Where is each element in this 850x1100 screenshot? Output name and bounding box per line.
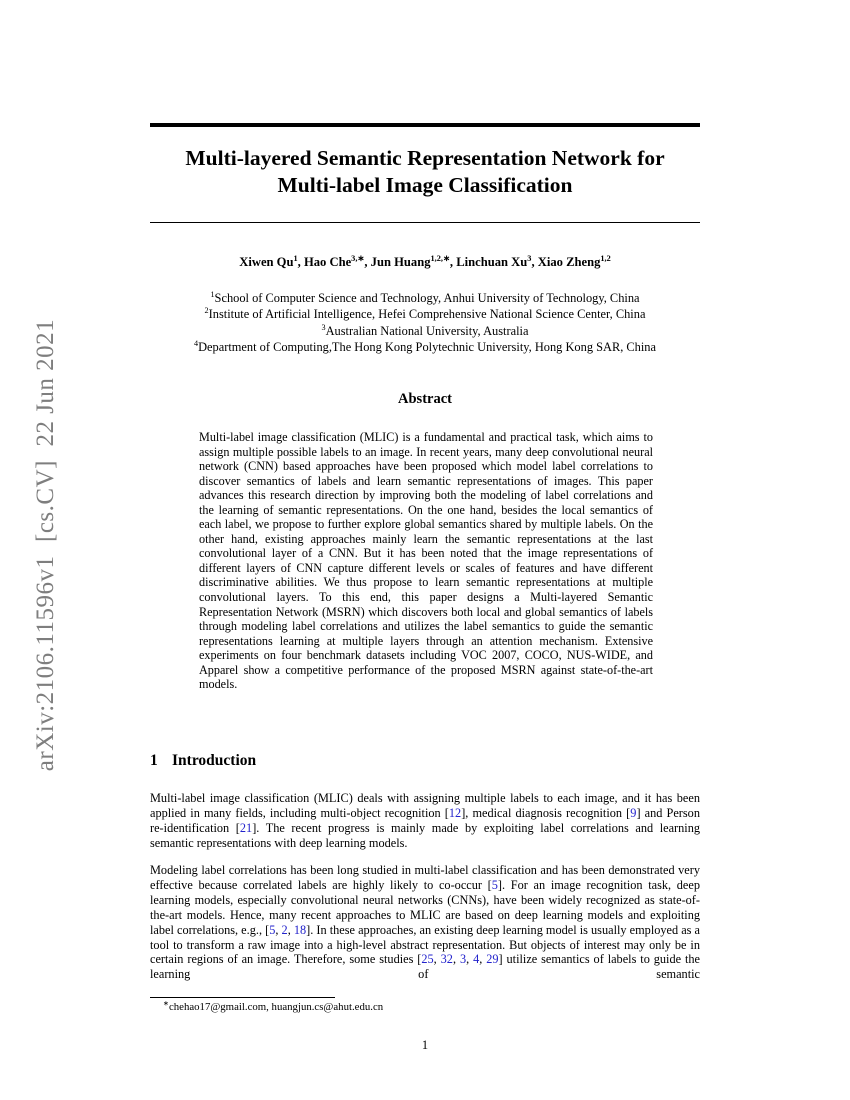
citation-link[interactable]: 18	[293, 922, 307, 937]
abstract-text: Multi-label image classification (MLIC) is a fundamental and practical task, which aims to assign multiple possible labels to an image. In recent years, many deep convolutional neural network (CNN) based approaches have been proposed which model label correlations to discover semantics of labels and learn semantic representations of images. This paper advances this research direction by improving both the modeling of label correlations and the learning of semantic representations. On the one hand, besides the local semantics of each label, we propose to further explore global semantics shared by multiple labels. On the other hand, existing approaches mainly learn the semantic representations at the last convolutional layer of a CNN. But it has been noted that the image representations of different layers of CNN capture different levels or scales of features and have different discriminative abilities. We thus propose to learn semantic representations at multiple convolutional layers. To this end, this paper designs a Multi-layered Semantic Representation Network (MSRN) which discovers both local and global semantics of labels through modeling label correlations and utilizes the label semantics to guide the semantic representations learning at multiple layers through an attention mechanism. Extensive experiments on four benchmark datasets including VOC 2007, COCO, NUS-WIDE, and Apparel show a competitive performance of the proposed MSRN against state-of-the-art models.	[199, 430, 653, 692]
affiliation-line: $^1$School of Computer Science and Technology, Anhui University of Technology, China	[210, 289, 640, 305]
page-number: 1	[421, 1038, 429, 1052]
author-list	[150, 255, 700, 270]
citation-link[interactable]: 29	[486, 952, 499, 967]
title-bottom-rule	[150, 222, 700, 223]
section-number: 1	[150, 752, 158, 769]
paper-title-line1: Multi-layered Semantic Representation Network for	[185, 146, 665, 170]
citation-link[interactable]: 9	[630, 805, 637, 820]
author-affiliation-marker: 3,∗	[351, 253, 365, 263]
citation-link[interactable]: 21	[239, 820, 253, 835]
affiliation-line: $^2$Institute of Artificial Intelligence, Hefei Comprehensive National Science Center, China	[204, 306, 646, 322]
affiliation-list	[150, 290, 700, 356]
author-affiliation-marker: 1,2	[600, 253, 611, 263]
footnote-rule	[150, 997, 335, 998]
citation-link[interactable]: 2	[281, 922, 288, 937]
abstract-heading: Abstract	[398, 391, 452, 407]
author: Xiwen Qu$^1$,	[239, 253, 304, 269]
citation-link[interactable]: 4	[473, 952, 480, 967]
footnote	[150, 997, 700, 1013]
citation-link[interactable]: 12	[448, 805, 462, 820]
author-affiliation-marker: 1,2,∗	[430, 253, 450, 263]
arxiv-watermark: arXiv:2106.11596v1 [cs.CV] 22 Jun 2021	[32, 318, 59, 772]
footnote-text	[150, 1001, 700, 1013]
section-title: Introduction	[172, 752, 257, 769]
author-affiliation-marker: 3	[527, 253, 532, 263]
affiliation-line: $^4$Department of Computing,The Hong Kong Polytechnic University, Hong Kong SAR, China	[193, 339, 657, 355]
footnote-marker: ∗	[163, 999, 169, 1008]
title-top-rule	[150, 123, 700, 127]
author: Hao Che$^{3,∗}$,	[303, 253, 371, 269]
paper-title	[150, 145, 700, 198]
affiliation-line: $^3$Australian National University, Australia	[321, 322, 529, 338]
author: Jun Huang$^{1,2,∗}$,	[370, 253, 457, 269]
author-affiliation-marker: 1	[293, 253, 298, 263]
citation-link[interactable]: 32	[440, 952, 453, 967]
intro-paragraph-1: Multi-label image classification (MLIC) deals with assigning multiple labels to each image, and it has been applied in many fields, including multi-object recognition [12], medical diagnosis recognition [9] and Person re-identification [21]. The recent progress is mainly made by exploiting label correlations and learning semantic representations with deep learning models.	[150, 791, 700, 850]
citation-link[interactable]: 5	[269, 922, 276, 937]
footnote-emails: chehao17@gmail.com, huangjun.cs@ahut.edu.cn	[168, 1001, 384, 1013]
author: Linchuan Xu$^3$,	[456, 253, 538, 269]
intro-paragraph-2: Modeling label correlations has been long studied in multi-label classification and has been demonstrated very effective because correlated labels are highly likely to co-occur [5]. For an image recognition task, deep learning models, especially convolutional neural networks (CNNs), have been widely recognized as state-of-the-art models. Hence, many recent approaches to MLIC are based on deep learning models and exploiting label correlations, e.g., [5, 2, 18]. In these approaches, an existing deep learning model is usually employed as a tool to transform a raw image into a high-level abstract representation. But objects of interest may only be in certain regions of an image. Therefore, some studies [25, 32, 3, 4, 29] utilize semantics of labels to guide the learning of semantic	[150, 863, 701, 982]
author: Xiao Zheng$^{1,2}$	[537, 253, 611, 269]
citation-link[interactable]: 5	[491, 877, 498, 892]
citation-link[interactable]: 3	[459, 952, 467, 967]
paper-title-line2: Multi-label Image Classification	[277, 172, 573, 197]
citation-link[interactable]: 25	[421, 952, 434, 967]
section-heading-introduction	[150, 752, 700, 770]
